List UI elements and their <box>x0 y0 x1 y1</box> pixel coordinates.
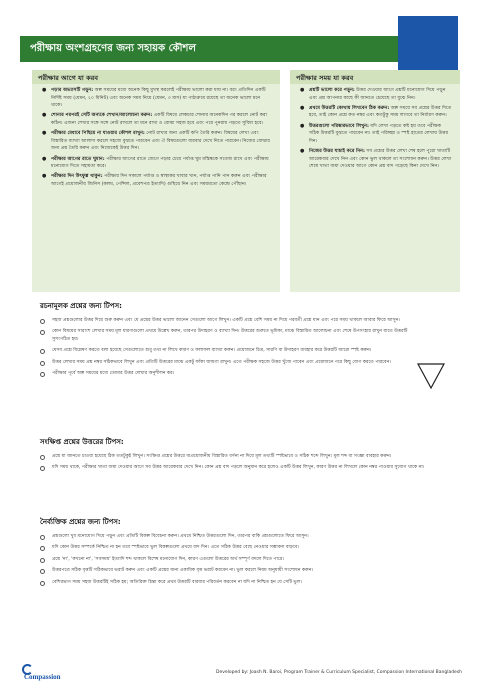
list-item: বেশিরভাগ সময় সহজ উত্তরটিই সঠিক হয়; অতিরিক্ত চিন্তা করে প্রথম উত্তরটি বারবার পরিবর্তন করবেন না যদি না নিশ্চিত হন যে সেটি ভুল। <box>40 579 472 586</box>
list-item: প্রশ্নে 'না', 'কখনো না', 'সবসময়' ইত্যাদি শব্দ থাকলে বিশেষ মনোযোগ দিন, কারণ এগুলো উত্তরের অর্থ সম্পূর্ণ বদলে দিতে পারে। <box>40 556 472 563</box>
item-lead: প্রথমে উত্তরটি কোথায় লিখবেন ঠিক করুন: <box>309 105 390 111</box>
list-item <box>300 87 452 102</box>
list-item <box>42 112 272 127</box>
item-lead: নিজের উত্তর যাচাই করে নিন: <box>309 148 365 154</box>
item-text: অল্প সময়ের মধ্যে অনেক কিছু মুখস্থ করলেই পরীক্ষায় ভালো করা যায় না। বরং প্রতিদিন একটি নির্দিষ্ট সময় (যেমন, ২০ মিনিট) এবং অনেক সময় নিয়ে (যেমন, ৩ মাস) যা পাঠ্যক্রমে রয়েছে তা অনেক ভালো মনে থাকে। <box>51 88 266 109</box>
list-item <box>42 156 272 171</box>
brand-blue-square <box>398 16 458 74</box>
list-item: উত্তর লেখার সময় প্রশ্ন নম্বর সঠিকভাবে লিখুন এবং প্রতিটি উত্তরের মাঝে একটু ফাঁকা জায়গা রাখুন। এতে পরীক্ষক সহজে উত্তর খুঁজে পাবেন এবং প্রয়োজনে পরে কিছু যোগ করতে পারবেন। <box>40 359 472 366</box>
item-text: উত্তর দেওয়ার আগে প্রশ্নটি মনোযোগ দিয়ে পড়ুন এবং প্রশ্ন আপনার কাছে কী জানতে চেয়েছে তা বুঝে নিন। <box>309 88 446 101</box>
list-item: প্রশ্নগুলো খুব মনোযোগ দিয়ে পড়ুন এবং প্রতিটি বিকল্প বিবেচনা করুন। প্রথমে নিশ্চিত উত্তরগুলো দিন, তারপর বাকি প্রশ্নগুলোতে ফিরে আসুন। <box>40 533 472 540</box>
during-exam-list <box>290 84 460 171</box>
footer-credit: Developed by: Joash N. Baroi, Program Trainer & Curriculum Specialist, Compassion International Bangladesh <box>216 670 463 675</box>
item-lead: প্রশ্নটি ভালো করে পড়ুন: <box>309 88 355 93</box>
list-item: সহজ প্রশ্নগুলোর উত্তর দিয়ে শুরু করুন এবং যে প্রশ্নের উত্তর ভালো জানেন সেগুলো আগে লিখুন। একটি প্রশ্নে বেশি সময় না দিয়ে পরবর্তী প্রশ্নে যান এবং পরে সময় থাকলে আবার ফিরে আসুন। <box>40 317 472 324</box>
item-text: একটি বিষয়ে লেকচার শোনার অনেকদিন পর করলে নোট করা কঠিন। এজন্য শেখার সঙ্গে সঙ্গে নোট রাখলে তা মনে রাখা ও বোঝা সহজ হবে এবং পরে পুনরায় পড়তে সুবিধা হবে। <box>51 113 267 126</box>
list-item: যদি কোন উত্তর সম্পর্কে নিশ্চিত না হন তবে স্পষ্টভাবে ভুল বিকল্পগুলো প্রথমে বাদ দিন। এতে সঠিক উত্তর বেছে নেওয়ার সম্ভাবনা বাড়বে। <box>40 544 472 551</box>
item-text: সব প্রশ্নের উত্তর লেখা শেষ হলে পুরো খাতাটি আরেকবার দেখে নিন এবং কোন ভুল থাকলে তা সংশোধন করুন। উত্তর লেখা শেষে খাতা জমা দেওয়ার আগে কোন প্রশ্ন বাদ পড়েছে কিনা দেখে নিন। <box>309 148 452 170</box>
list-item <box>300 123 452 146</box>
list-item: যদি সময় থাকে, পরীক্ষার খাতা জমা দেওয়ার আগে সব উত্তর আরেকবার দেখে নিন। কোন প্রশ্ন বাদ পড়লে অনুমান করে হলেও একটি উত্তর লিখুন, কারণ উত্তর না লিখলে কোন নম্বর পাওয়ার সুযোগ থাকে না। <box>40 464 472 471</box>
list-item <box>42 130 272 153</box>
item-lead: পড়ার অভ্যাসটি গড়ুন: <box>51 88 94 93</box>
list-item <box>300 148 452 171</box>
compassion-logo-text: Compassion <box>24 673 61 681</box>
list-item <box>300 105 452 120</box>
essay-tips-section <box>40 300 472 381</box>
mcq-tips-section <box>40 516 472 590</box>
short-tips-list <box>40 453 472 472</box>
item-text: পরীক্ষার দিন সকালে পর্যাপ্ত ও স্বাস্থ্যকর খাবার খান, পর্যাপ্ত পানি পান করুন এবং পরীক্ষার আগেই প্রয়োজনীয় জিনিস (কলম, পেন্সিল, প্রবেশপত্র ইত্যাদি) গুছিয়ে নিন এবং সময়মতো কেন্দ্রে পৌঁছান। <box>51 174 267 187</box>
short-tips-section <box>40 436 472 476</box>
down-triangle-icon <box>416 362 446 390</box>
item-lead: পরীক্ষার মেধাবে পিছিয়ে না যাওয়ার কৌশল রাখুন: <box>51 131 145 137</box>
list-item <box>42 173 272 188</box>
short-tips-title: সংক্ষিপ্ত প্রশ্নের উত্তরের টিপস: <box>40 438 124 446</box>
list-item: পরীক্ষার পূর্বে অল্প সময়ের মধ্যে তোমার উত্তর লেখার অনুশীলন কর। <box>40 370 472 377</box>
item-text: যদি লেখা পড়তে কষ্ট হয় তবে পরীক্ষক সঠিক উত্তরটি বুঝতে পারবেন না। তাই পরিচ্ছন্ন ও স্পষ্ট হাতের লেখায় উত্তর দিন। <box>309 123 449 144</box>
list-item <box>42 87 272 110</box>
item-lead: উত্তরগুলো পরিষ্কারভাবে লিখুন: <box>309 123 369 129</box>
item-lead: পরীক্ষার দিন উৎফুল্ল থাকুন: <box>51 174 103 180</box>
during-exam-box <box>290 70 460 292</box>
item-lead: শোনার পরপরই সেটি অন্যকে শেখান/আলোচনা করুন: <box>51 113 153 119</box>
page-title: পরীক্ষায় অংশগ্রহণের জন্য সহায়ক কৌশল <box>30 43 196 54</box>
item-lead: পরীক্ষার আগের রাতে ঘুমান: <box>51 156 105 162</box>
mcq-tips-title: নৈর্ব্যক্তিক প্রশ্নের জন্য টিপস: <box>40 518 121 526</box>
item-text: অল্প সময়ে সব প্রশ্নের উত্তর দিতে হবে, তাই কোন প্রশ্নে কত নম্বর এবং কতটুকু সময় লাগবে তা নির্ধারণ করুন। <box>309 105 452 119</box>
item-text: পরীক্ষার আগের রাতে জেগে পড়ার চেয়ে পর্যাপ্ত ঘুম মস্তিষ্ককে সতেজ রাখে এবং পরীক্ষায় মনোযোগ দিতে সহায়তা করে। <box>51 156 269 170</box>
list-item: উত্তরপত্রে সঠিক বৃত্তটি সঠিকভাবে ভরাট করুন এবং একটি প্রশ্নের জন্য একাধিক বৃত্ত ভরাট করবেন না। ভুল করলে নিয়ম অনুযায়ী সংশোধন করুন। <box>40 567 472 574</box>
list-item: কোন বিষয়ের সারাংশ লেখার সময় মূল ধারণাগুলো প্রথমে উল্লেখ করুন, তারপর উদাহরণ ও ব্যাখ্যা দিন। উত্তরের শুরুতে ভূমিকা, মাঝে বিস্তারিত আলোচনা এবং শেষে উপসংহার রাখুন যাতে উত্তরটি সুসংগঠিত হয়। <box>40 328 472 343</box>
item-text: নোট রাখার জন্য একটি কপি তৈরি করুন। বিষয়ের লেখা এবং বিস্তারিত ব্যাখ্যা আলাদা করলে সহজে বুঝতে পারবেন এবং ঐ বিষয়গুলো বারবার দেখে নিতে পারবেন। নিজের বোঝার জন্য প্রশ্ন তৈরি করুন এবং নিজেকেই উত্তর দিন। <box>51 131 270 152</box>
during-exam-heading: পরীক্ষার সময় যা করব <box>290 70 460 84</box>
list-item: প্রশ্নে যা জানতে চাওয়া হয়েছে ঠিক ততটুকুই লিখুন। সংক্ষিপ্ত প্রশ্নের উত্তরে অপ্রয়োজনীয় বিস্তারিত বর্ণনা না দিয়ে মূল তথ্যটি স্পষ্টভাবে ও সঠিক শব্দে লিখুন। মূল শব্দ বা সংজ্ঞা ব্যবহার করুন। <box>40 453 472 460</box>
essay-tips-title: রচনামূলক প্রশ্নের জন্য টিপস: <box>40 302 122 310</box>
before-exam-heading: পরীক্ষার আগে যা করব <box>32 70 280 84</box>
essay-tips-list <box>40 317 472 377</box>
list-item: যেসব প্রশ্নে বিশ্লেষণ করতে বলা হয়েছে সেগুলোতে শুধু তথ্য না লিখে কারণ ও ফলাফল ব্যাখ্যা করুন। প্রয়োজনে চিত্র, সারণি বা উদাহরণ ব্যবহার করে উত্তরটি আরো স্পষ্ট করুন। <box>40 347 472 354</box>
before-exam-box <box>32 70 280 292</box>
before-exam-list <box>32 84 280 189</box>
mcq-tips-list <box>40 533 472 586</box>
